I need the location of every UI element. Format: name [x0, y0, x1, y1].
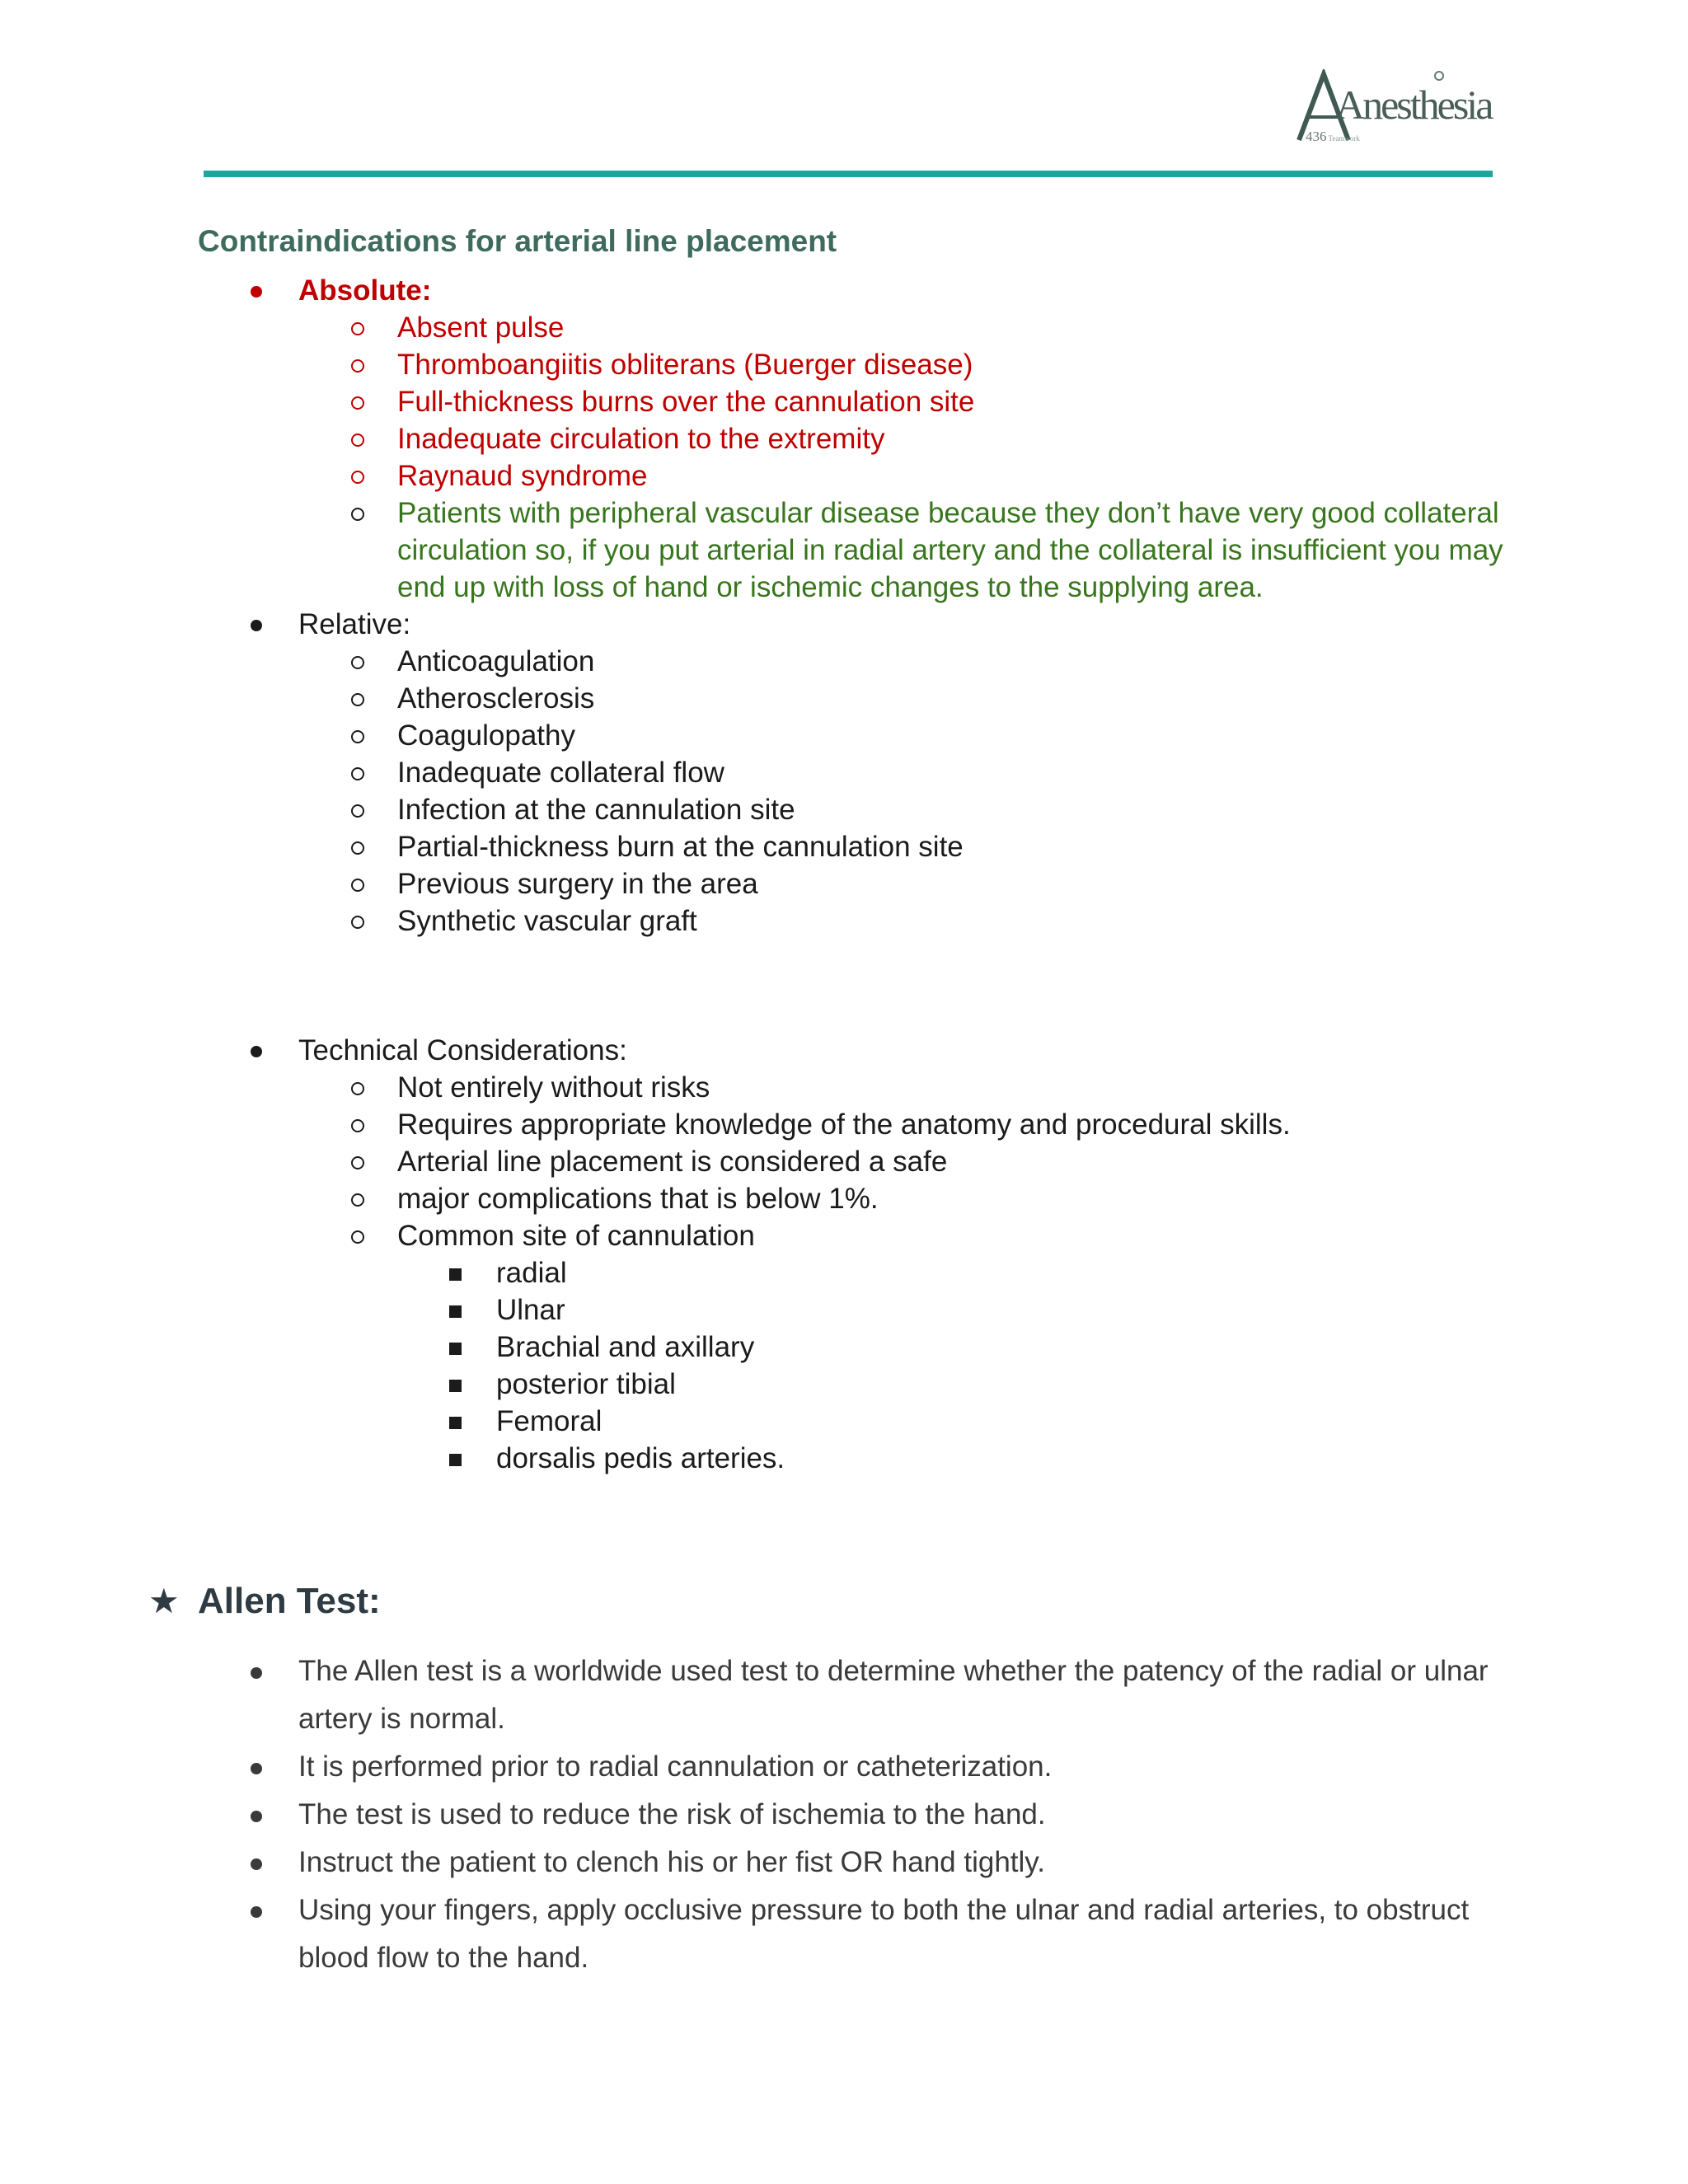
item-text: dorsalis pedis arteries. — [496, 1442, 785, 1474]
item-text: Ulnar — [496, 1294, 565, 1326]
list-item — [198, 1886, 1500, 1982]
list-item — [298, 791, 1517, 828]
star-icon: ★ — [148, 1582, 180, 1620]
item-text: Patients with peripheral vascular disease because they don’t have very good collateral circulation so, if you put arterial in radial artery and the collateral is insufficient you may end up with loss of hand or ischemic changes to the supplying area. — [397, 497, 1503, 603]
header-divider — [204, 171, 1493, 177]
absolute-label: Absolute: — [298, 274, 432, 307]
list-item — [198, 1743, 1500, 1791]
technical-considerations-list — [198, 1032, 1517, 1477]
item-text: Requires appropriate knowledge of the anatomy and procedural skills. — [397, 1108, 1291, 1141]
list-item — [298, 643, 1517, 680]
item-text: Femoral — [496, 1405, 603, 1437]
section-heading-contraindications: Contraindications for arterial line placement — [198, 224, 837, 258]
list-item — [298, 309, 1517, 346]
item-text: Synthetic vascular graft — [397, 905, 697, 937]
logo-subtext — [1306, 129, 1360, 145]
list-item — [298, 865, 1517, 902]
item-text: Absent pulse — [397, 312, 565, 344]
item-text: Brachial and axillary — [496, 1331, 755, 1363]
list-item — [298, 680, 1517, 717]
list-item — [198, 1647, 1500, 1743]
list-item — [298, 902, 1517, 940]
item-text: Inadequate circulation to the extremity — [397, 423, 885, 455]
section-heading-allen-test — [148, 1581, 381, 1622]
list-item-technical — [198, 1032, 1517, 1477]
list-item — [397, 1366, 1517, 1403]
item-text: Infection at the cannulation site — [397, 794, 795, 826]
allen-test-list — [198, 1647, 1500, 1982]
list-item — [298, 457, 1517, 494]
item-text: radial — [496, 1257, 567, 1289]
list-item — [298, 1069, 1517, 1106]
item-text: The Allen test is a worldwide used test to determine whether the patency of the radial or ulnar artery is normal. — [298, 1655, 1489, 1735]
list-item — [198, 1839, 1500, 1886]
relative-sublist — [298, 643, 1517, 940]
list-item-absolute — [198, 272, 1517, 606]
item-text: Full-thickness burns over the cannulation site — [397, 386, 975, 418]
cannulation-sites-sublist — [397, 1254, 1517, 1477]
item-text: Thromboangiitis obliterans (Buerger disease) — [397, 349, 973, 381]
item-text: Previous surgery in the area — [397, 868, 758, 900]
list-item — [298, 346, 1517, 383]
item-text: Not entirely without risks — [397, 1071, 710, 1104]
list-item — [298, 1143, 1517, 1180]
list-item — [298, 717, 1517, 754]
list-item-cannulation-sites — [298, 1217, 1517, 1477]
item-text: Atherosclerosis — [397, 682, 595, 715]
item-text: Using your fingers, apply occlusive pressure to both the ulnar and radial arteries, to obstruct blood flow to the hand. — [298, 1894, 1470, 1974]
list-item — [397, 1254, 1517, 1291]
item-text: Anticoagulation — [397, 645, 595, 677]
list-item — [198, 1791, 1500, 1839]
list-item — [397, 1403, 1517, 1440]
item-text: Coagulopathy — [397, 719, 575, 752]
logo-ring-icon — [1434, 71, 1444, 81]
list-item — [298, 1106, 1517, 1143]
list-item-pvd-note — [298, 494, 1517, 606]
item-text: major complications that is below 1%. — [397, 1183, 879, 1215]
contraindications-list — [198, 272, 1517, 940]
item-text: Raynaud syndrome — [397, 460, 648, 492]
item-text: The test is used to reduce the risk of ischemia to the hand. — [298, 1798, 1046, 1830]
logo-number: 436 — [1306, 129, 1327, 144]
list-item — [298, 420, 1517, 457]
list-item — [397, 1440, 1517, 1477]
anesthesia-logo — [1294, 69, 1492, 147]
item-text: Inadequate collateral flow — [397, 757, 724, 789]
list-item — [397, 1329, 1517, 1366]
technical-label: Technical Considerations: — [298, 1034, 627, 1066]
technical-sublist — [298, 1069, 1517, 1477]
list-item — [298, 754, 1517, 791]
list-item — [298, 383, 1517, 420]
allen-title: Allen Test: — [198, 1581, 381, 1621]
item-text: It is performed prior to radial cannulation or catheterization. — [298, 1750, 1053, 1783]
item-text: Arterial line placement is considered a safe — [397, 1146, 948, 1178]
list-item — [298, 828, 1517, 865]
list-item — [397, 1291, 1517, 1329]
item-text: Instruct the patient to clench his or her fist OR hand tightly. — [298, 1846, 1045, 1878]
list-item — [298, 1180, 1517, 1217]
logo-wordmark: Anesthesia — [1335, 82, 1492, 128]
item-text: Partial-thickness burn at the cannulation site — [397, 831, 964, 863]
item-text: Common site of cannulation — [397, 1220, 755, 1252]
list-item-relative — [198, 606, 1517, 940]
logo-tagline: Teamwork — [1328, 134, 1360, 143]
absolute-sublist — [298, 309, 1517, 606]
relative-label: Relative: — [298, 608, 411, 640]
item-text: posterior tibial — [496, 1368, 676, 1400]
